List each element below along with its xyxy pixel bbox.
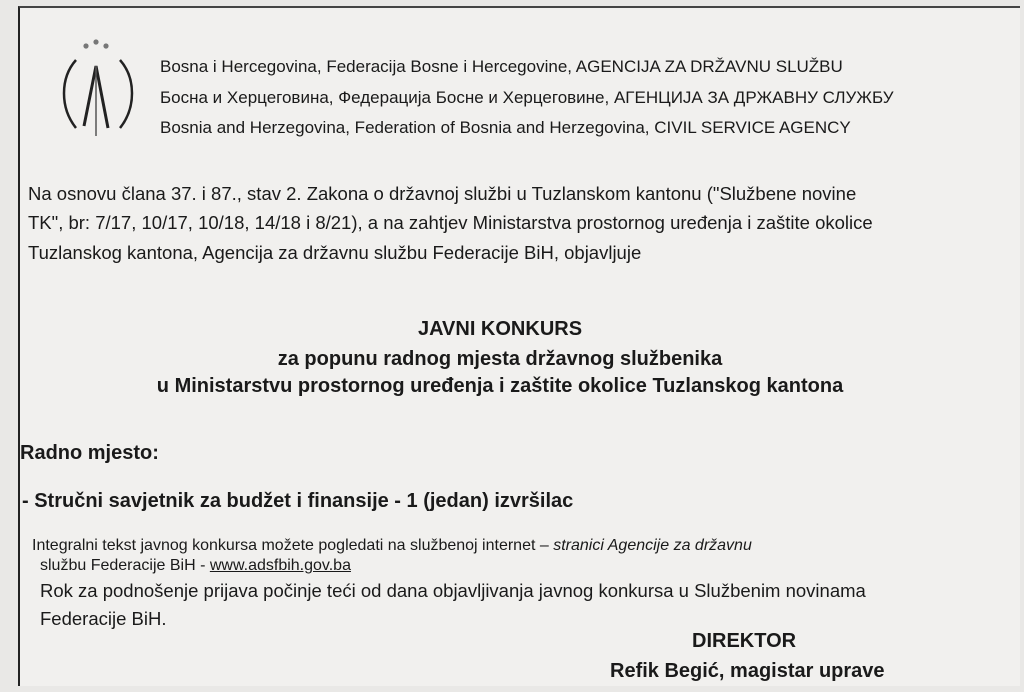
intro-line-2: TK", br: 7/17, 10/17, 10/18, 14/18 i 8/21), a na zahtjev Ministarstva prostornog uređenja i zaštite okolice: [28, 212, 873, 233]
notice-subtitle-2: u Ministarstvu prostornog uređenja i zaštite okolice Tuzlanskog kantona: [156, 375, 844, 397]
agency-logo-icon: [46, 36, 150, 148]
info-line-1-text: Integralni tekst javnog konkursa možete pogledati na službenoj internet –: [32, 537, 554, 554]
intro-line-1: Na osnovu člana 37. i 87., stav 2. Zakona o državnoj službi u Tuzlanskom kantonu ("Službene novine: [28, 183, 857, 204]
signature-name: Refik Begić, magistar uprave: [610, 660, 885, 682]
header-line-bosnian: Bosna i Hercegovina, Federacija Bosne i Hercegovine, AGENCIJA ZA DRŽAVNU SLUŽBU: [160, 57, 843, 76]
header-line-serbian: Босна и Херцеговина, Федерација Босне и Херцеговине, АГЕНЦИЈА ЗА ДРЖАВНУ СЛУЖБУ: [160, 88, 894, 107]
info-line-1-italic: stranici Agencije za državnu: [553, 537, 752, 554]
header-line-english: Bosnia and Herzegovina, Federation of Bosnia and Herzegovina, CIVIL SERVICE AGENCY: [160, 118, 851, 137]
info-line-2-text: službu Federacije BiH -: [40, 557, 210, 574]
position-label: Radno mjesto:: [20, 442, 159, 464]
info-line-1: [32, 537, 752, 555]
notice-subtitle-1: za popunu radnog mjesta državnog službenika: [277, 348, 723, 370]
deadline-line-2: Federacije BiH.: [40, 608, 167, 629]
deadline-line-1: Rok za podnošenje prijava počinje teći od dana objavljivanja javnog konkursa u Službenim novinama: [40, 580, 866, 601]
notice-heading: JAVNI KONKURS: [417, 318, 583, 340]
intro-line-3: Tuzlanskog kantona, Agencija za državnu službu Federacije BiH, objavljuje: [28, 242, 642, 263]
agency-website-link[interactable]: www.adsfbih.gov.ba: [209, 557, 351, 574]
info-line-2: [40, 557, 351, 575]
position-item: - Stručni savjetnik za budžet i finansije - 1 (jedan) izvršilac: [22, 490, 574, 512]
signature-role: DIREKTOR: [692, 630, 797, 652]
